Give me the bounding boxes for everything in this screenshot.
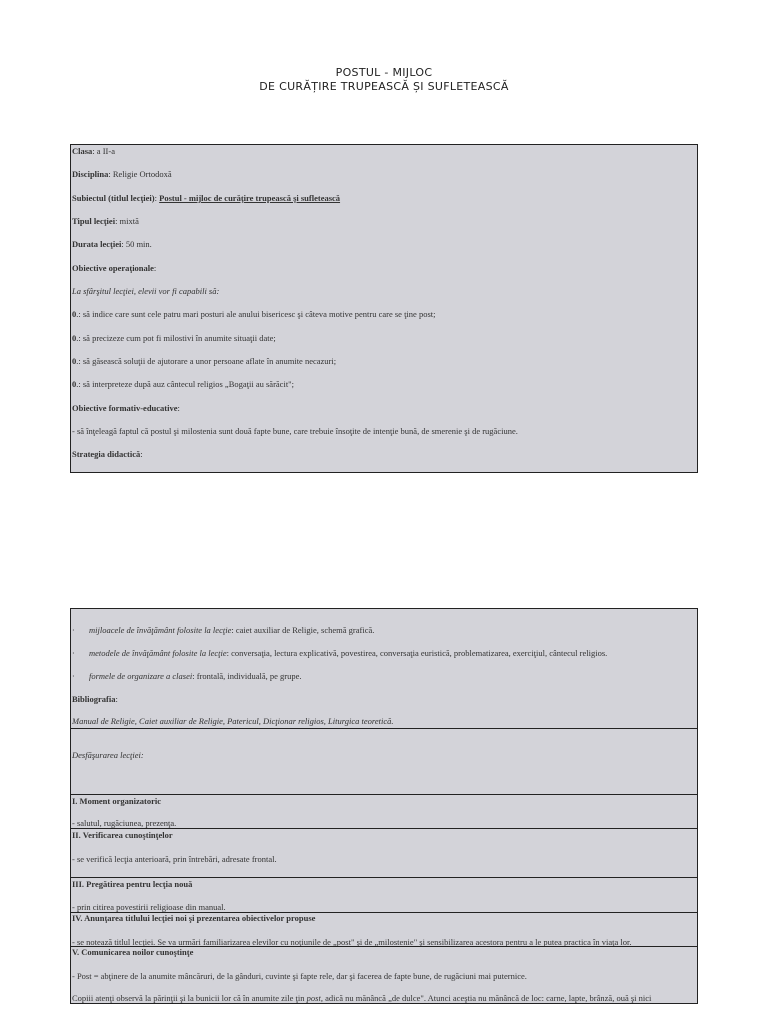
- subiect-colon: :: [154, 193, 160, 203]
- desfasurarea-text: Desfăşurarea lecţiei:: [72, 750, 144, 760]
- strategia-label: Strategia didactică: [72, 449, 141, 459]
- objective-4-label: 0: [72, 379, 77, 389]
- strategia-colon: :: [140, 449, 143, 459]
- bullet-marker: ·: [72, 626, 75, 635]
- bullet-marker: ·: [72, 672, 75, 681]
- forme-value: : frontală, individuală, pe grupe.: [192, 671, 302, 681]
- subiect-row: [72, 193, 340, 203]
- objective-4-text: .: să interpreteze după auz cântecul religios „Bogaţii au sărăcit";: [76, 379, 295, 389]
- bibliografia-colon: :: [115, 694, 118, 704]
- document-title-line-2: DE CURĂȚIRE TRUPEASCĂ ȘI SUFLETEASCĂ: [259, 80, 509, 93]
- objective-3: [72, 356, 336, 366]
- clasa-label: Clasa: [72, 146, 93, 156]
- bibliografia-text: Manual de Religie, Caiet auxiliar de Religie, Patericul, Dicţionar religios, Liturgica teoretică.: [72, 716, 394, 726]
- bibliografia-row: [72, 694, 118, 704]
- section-4-text: - se notează titlul lecţiei. Se va urmări familiarizarea elevilor cu noţiunile de „post" şi de „milostenie" şi sensibilizarea acestora pentru a le putea practica în viaţa lor.: [72, 937, 632, 947]
- tip-row: [72, 216, 139, 226]
- forme-row: [89, 671, 302, 681]
- section-5-text-2: [72, 993, 651, 1003]
- strategia-row: [72, 449, 143, 459]
- section-2-title: II. Verificarea cunoştinţelor: [72, 830, 173, 840]
- metode-row: [89, 648, 607, 658]
- obiective-label: Obiective operaţionale: [72, 263, 154, 273]
- lesson-plan-box: [70, 608, 698, 1004]
- formative-label: Obiective formativ-educative: [72, 403, 178, 413]
- clasa-value: : a II-a: [92, 146, 115, 156]
- mijloace-label: mijloacele de învăţământ folosite la lecţie: [89, 625, 232, 635]
- disciplina-row: [72, 169, 172, 179]
- objective-1: [72, 309, 435, 319]
- section-5-text-2a: Copiii atenţi observă la părinţii şi la bunicii lor că în anumite zile ţin: [72, 993, 307, 1003]
- row-divider: [71, 877, 697, 878]
- formative-text: - să înţeleagă faptul că postul şi milostenia sunt două fapte bune, care trebuie însoţite de intenţie bună, de smerenie şi de rugăciune.: [72, 426, 518, 436]
- row-divider: [71, 828, 697, 829]
- objective-3-text: .: să găsească soluţii de ajutorare a unor persoane aflate în anumite necazuri;: [76, 356, 337, 366]
- objective-1-text: .: să indice care sunt cele patru mari posturi ale anului bisericesc şi câteva motive pentru care se ţine post;: [76, 309, 436, 319]
- objective-1-label: 0: [72, 309, 77, 319]
- disciplina-value: : Religie Ortodoxă: [108, 169, 172, 179]
- tip-label: Tipul lecţiei: [72, 216, 116, 226]
- formative-colon: :: [177, 403, 180, 413]
- obiective-row: [72, 263, 156, 273]
- section-1-text: - salutul, rugăciunea, prezenţa.: [72, 818, 177, 828]
- clasa-row: [72, 146, 115, 156]
- section-3-text: - prin citirea povestirii religioase din manual.: [72, 902, 226, 912]
- row-divider: [71, 794, 697, 795]
- section-5-text-2b: post: [306, 993, 321, 1003]
- bullet-marker: ·: [72, 649, 75, 658]
- objective-3-label: 0: [72, 356, 77, 366]
- lesson-info-box: [70, 144, 698, 473]
- section-2-text: - se verifică lecţia anterioară, prin întrebări, adresate frontal.: [72, 854, 277, 864]
- subiect-label: Subiectul (titlul lecţiei): [72, 193, 155, 203]
- section-3-title: III. Pregătirea pentru lecţia nouă: [72, 879, 193, 889]
- section-5-text-1: - Post = abţinere de la anumite mâncăruri, de la gânduri, cuvinte şi fapte rele, dar şi facerea de fapte bune, de rugăciuni mai puternice.: [72, 971, 527, 981]
- section-1-title: I. Moment organizatoric: [72, 796, 161, 806]
- disciplina-label: Disciplina: [72, 169, 109, 179]
- mijloace-value: : caiet auxiliar de Religie, schemă grafică.: [231, 625, 375, 635]
- durata-row: [72, 239, 152, 249]
- forme-label: formele de organizare a clasei: [89, 671, 193, 681]
- row-divider: [71, 728, 697, 729]
- subiect-value: Postul - mijloc de curăţire trupească şi sufletească: [159, 193, 341, 203]
- section-4-title: IV. Anunţarea titlului lecţiei noi şi prezentarea obiectivelor propuse: [72, 913, 316, 923]
- section-5-text-2c: , adică nu mănâncă „de dulce". Atunci aceştia nu mănâncă de loc: carne, lapte, brânză, ouă şi nici: [320, 993, 652, 1003]
- objective-2-text: .: să precizeze cum pot fi milostivi în anumite situaţii date;: [76, 333, 276, 343]
- objective-4: [72, 379, 294, 389]
- objective-2: [72, 333, 276, 343]
- la-sfarsit-text: La sfârşitul lecţiei, elevii vor fi capabili să:: [72, 286, 220, 296]
- formative-row: [72, 403, 180, 413]
- durata-label: Durata lecţiei: [72, 239, 122, 249]
- mijloace-row: [89, 625, 374, 635]
- objective-2-label: 0: [72, 333, 77, 343]
- bibliografia-label: Bibliografia: [72, 694, 116, 704]
- metode-label: metodele de învăţământ folosite la lecţie: [89, 648, 227, 658]
- obiective-colon: :: [153, 263, 157, 273]
- section-5-title: V. Comunicarea noilor cunoştinţe: [72, 947, 194, 957]
- durata-value: : 50 min.: [121, 239, 152, 249]
- document-title-line-1: POSTUL - MIJLOC: [335, 66, 433, 79]
- metode-value: : conversaţia, lectura explicativă, povestirea, conversaţia euristică, problematizarea, exerciţiul, cântecul religios.: [226, 648, 608, 658]
- tip-value: : mixtă: [115, 216, 139, 226]
